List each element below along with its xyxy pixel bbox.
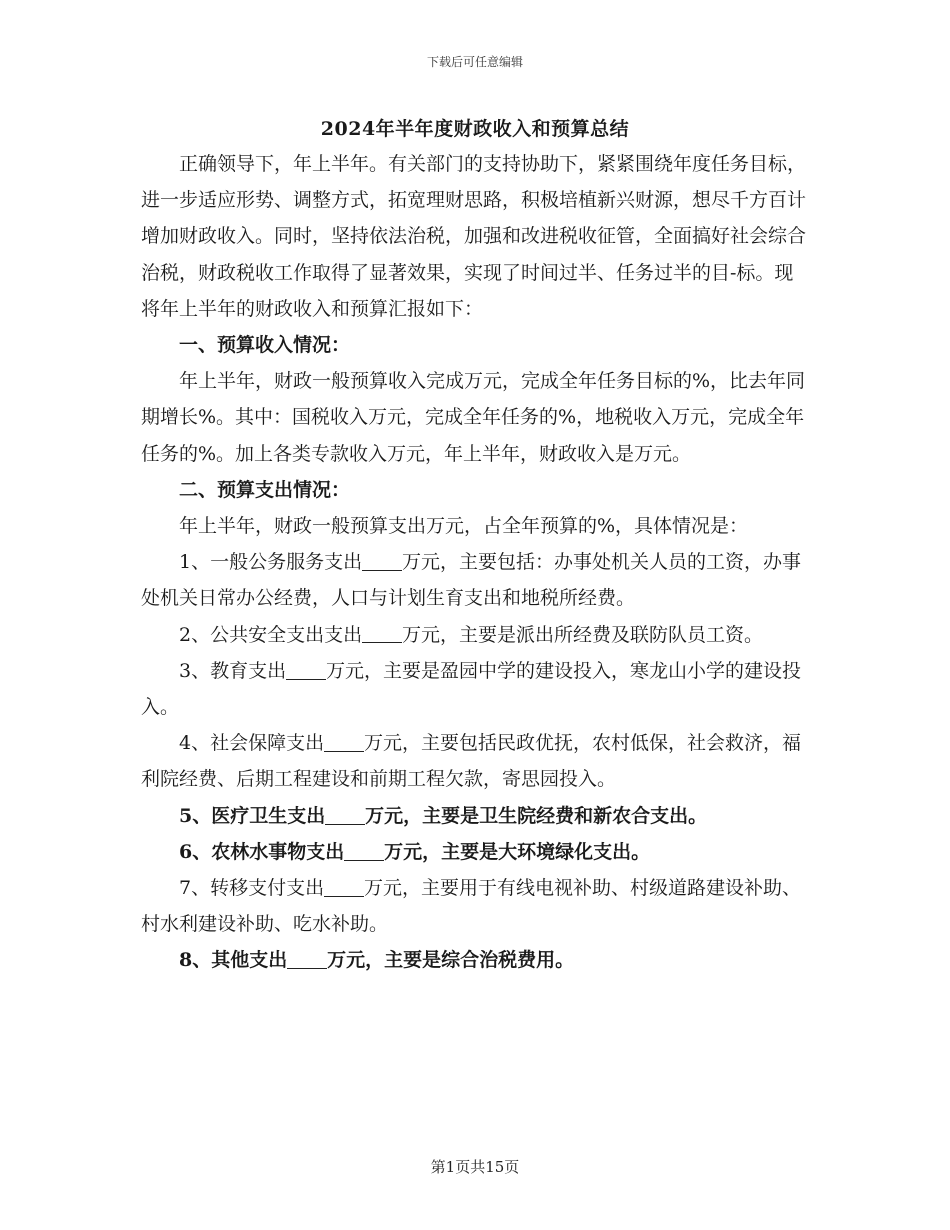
section-heading-expenditure: 二、预算支出情况：	[179, 478, 351, 501]
expenditure-item-1: 1、一般公务服务支出 万元，主要包括：办事处机关人员的工资，办事处机关日常办公经费，人口与计划生育支出和地税所经费。	[141, 551, 801, 610]
document-body	[141, 146, 809, 979]
blank-line	[362, 623, 402, 643]
expenditure-item-7: 7、转移支付支出 万元，主要用于有线电视补助、村级道路建设补助、村水利建设补助、吃水补助。	[141, 877, 801, 936]
expenditure-item-8: 8、其他支出 万元，主要是综合治税费用。	[179, 949, 575, 972]
expenditure-item-5: 5、医疗卫生支出 万元，主要是卫生院经费和新农合支出。	[179, 804, 708, 827]
intro-paragraph: 正确领导下，年上半年。有关部门的支持协助下，紧紧围绕年度任务目标，进一步适应形势、调整方式，拓宽理财思路，积极培植新兴财源，想尽千方百计增加财政收入。同时，坚持依法治税，加强和改进税收征管，全面搞好社会综合治税，财政税收工作取得了显著效果，实现了时间过半、任务过半的目-标。现将年上半年的财政收入和预算汇报如下：	[141, 153, 807, 320]
blank-line	[325, 805, 365, 825]
expenditure-item-4: 4、社会保障支出 万元，主要包括民政优抚，农村低保，社会救济，福利院经费、后期工程建设和前期工程欠款，寄思园投入。	[141, 732, 801, 791]
expenditure-item-6: 6、农林水事物支出 万元，主要是大环境绿化支出。	[179, 840, 651, 863]
section-heading-revenue: 一、预算收入情况：	[179, 334, 351, 357]
blank-line	[344, 841, 384, 861]
document-title: 2024年半年度财政收入和预算总结	[320, 118, 630, 140]
expenditure-item-3: 3、教育支出 万元，主要是盈园中学的建设投入，寒龙山小学的建设投入。	[141, 659, 801, 719]
blank-line	[287, 949, 327, 969]
blank-line	[362, 551, 402, 571]
page-number: 第1页共15页	[430, 1158, 520, 1176]
blank-line	[324, 877, 364, 897]
page-header-note: 下载后可任意编辑	[426, 55, 523, 69]
expenditure-item-2: 2、公共安全支出支出 万元，主要是派出所经费及联防队员工资。	[179, 623, 763, 646]
blank-line	[286, 660, 326, 680]
blank-line	[324, 732, 364, 752]
expenditure-paragraph: 年上半年，财政一般预算支出万元，占全年预算的%，具体情况是：	[179, 515, 749, 538]
revenue-paragraph: 年上半年，财政一般预算收入完成万元，完成全年任务目标的%，比去年同期增长%。其中：国税收入万元，完成全年任务的%，地税收入万元，完成全年任务的%。加上各类专款收入万元，年上半年，财政收入是万元。	[141, 370, 806, 465]
